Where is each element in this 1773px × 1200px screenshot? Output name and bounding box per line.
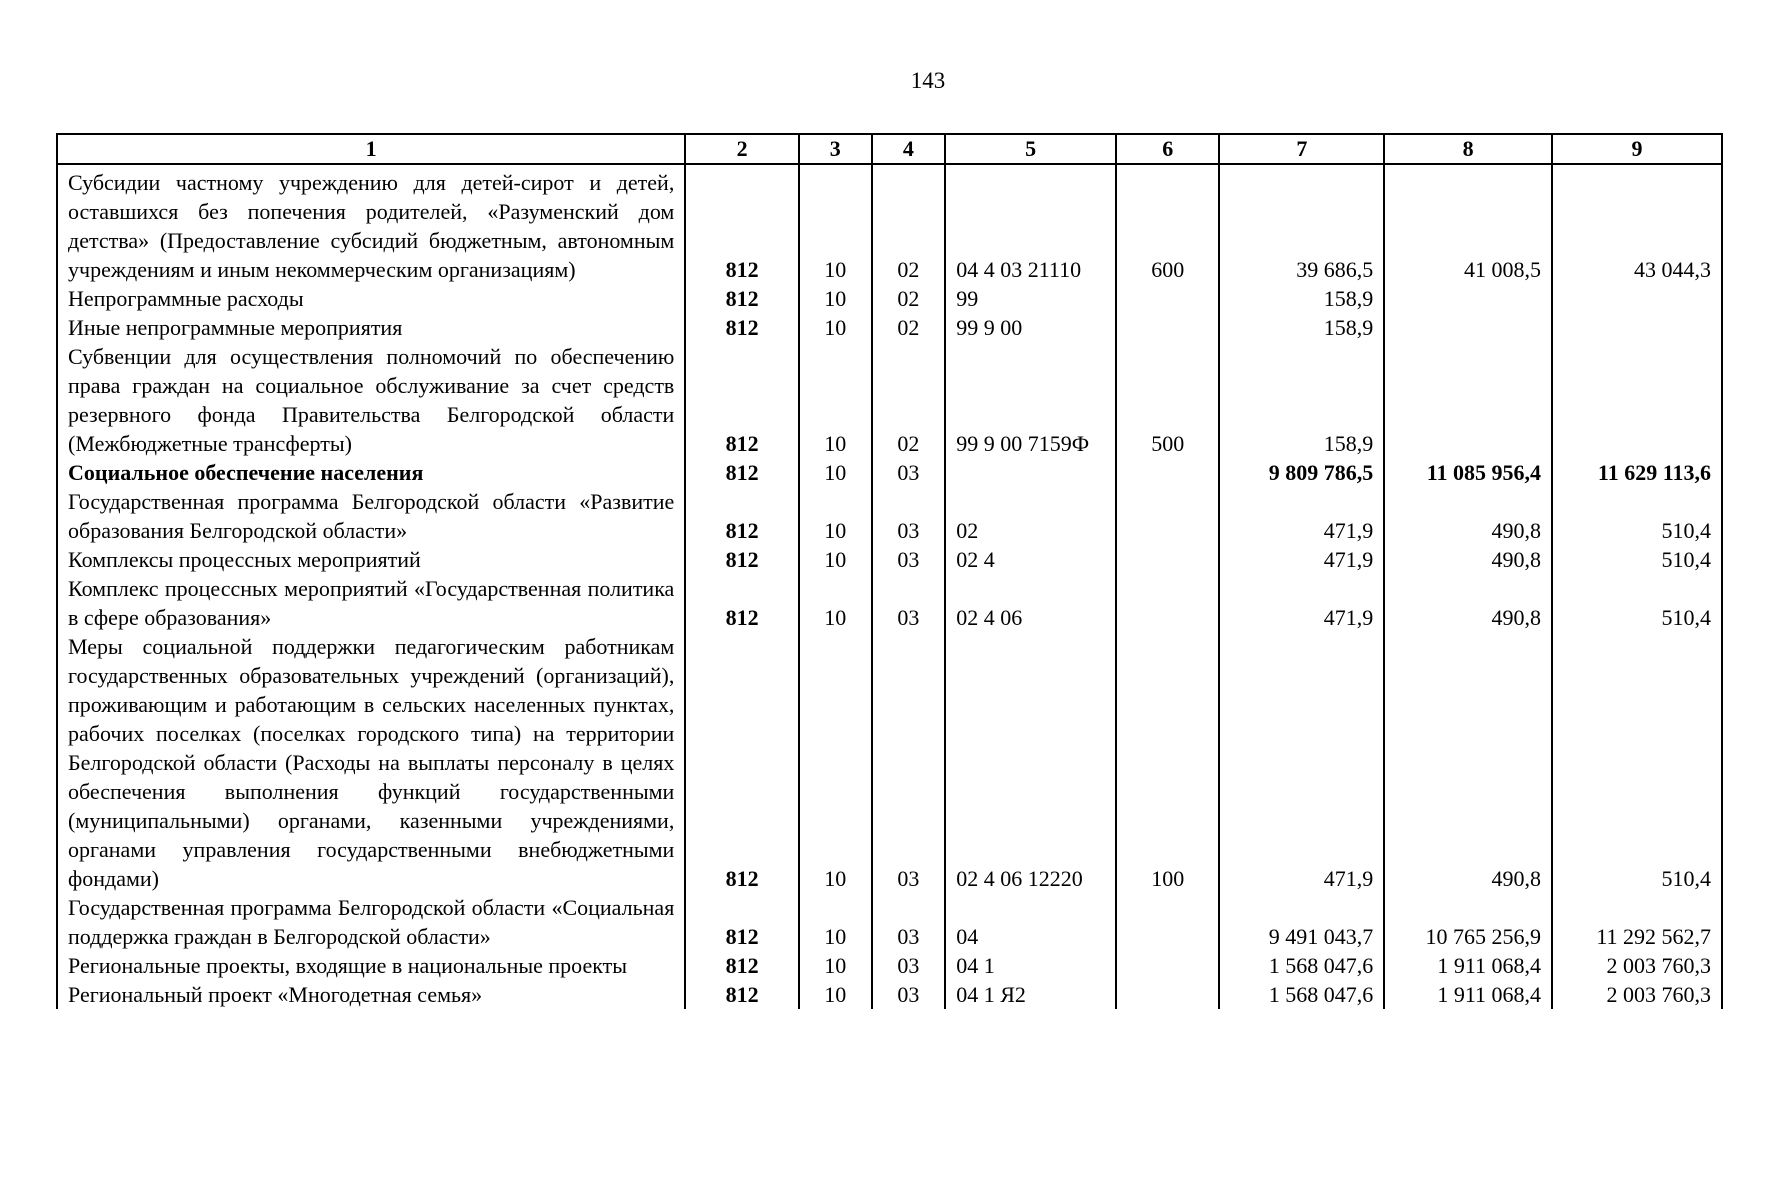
cell-amount-col8: [1384, 342, 1552, 458]
row-name: Иные непрограммные мероприятия: [57, 313, 685, 342]
cell-amount-col7: 39 686,5: [1219, 164, 1384, 284]
cell-amount-col9: 510,4: [1552, 574, 1722, 632]
cell-target-article: 02: [945, 487, 1116, 545]
cell-expense-type: [1116, 458, 1219, 487]
cell-expense-type: [1116, 893, 1219, 951]
table-row: [57, 893, 1722, 951]
cell-subsection: 03: [872, 545, 946, 574]
cell-amount-col7: 9 809 786,5: [1219, 458, 1384, 487]
cell-section: 10: [799, 574, 872, 632]
row-name: Комплекс процессных мероприятий «Государственная политика в сфере образования»: [57, 574, 685, 632]
cell-amount-col9: [1552, 284, 1722, 313]
cell-amount-col9: [1552, 313, 1722, 342]
cell-expense-type: [1116, 574, 1219, 632]
cell-amount-col8: 10 765 256,9: [1384, 893, 1552, 951]
cell-ministry-code: 812: [685, 342, 799, 458]
cell-section: 10: [799, 458, 872, 487]
cell-subsection: 03: [872, 458, 946, 487]
cell-section: 10: [799, 487, 872, 545]
cell-amount-col8: 11 085 956,4: [1384, 458, 1552, 487]
cell-amount-col9: 11 629 113,6: [1552, 458, 1722, 487]
cell-target-article: 99 9 00: [945, 313, 1116, 342]
cell-amount-col7: 471,9: [1219, 574, 1384, 632]
cell-amount-col8: 1 911 068,4: [1384, 980, 1552, 1009]
row-name: Субсидии частному учреждению для детей-сирот и детей, оставшихся без попечения родителей, «Разуменский дом детства» (Предоставление субсидий бюджетным, автономным учреждениям и иным некоммерческим организациям): [57, 164, 685, 284]
cell-amount-col9: [1552, 342, 1722, 458]
cell-target-article: 99 9 00 7159Ф: [945, 342, 1116, 458]
cell-section: 10: [799, 284, 872, 313]
cell-amount-col7: 471,9: [1219, 632, 1384, 893]
column-header-9: 9: [1552, 134, 1722, 164]
cell-subsection: 02: [872, 164, 946, 284]
cell-amount-col7: 471,9: [1219, 487, 1384, 545]
cell-subsection: 03: [872, 574, 946, 632]
cell-expense-type: [1116, 487, 1219, 545]
cell-amount-col8: 490,8: [1384, 632, 1552, 893]
table-body: [57, 164, 1722, 1009]
row-name: Меры социальной поддержки педагогическим работникам государственных образовательных учреждений (организаций), проживающим и работающим в сельских населенных пунктах, рабочих поселках (поселках городского типа) на территории Белгородской области (Расходы на выплаты персоналу в целях обеспечения выполнения функций государственными (муниципальными) органами, казенными учреждениями, органами управления государственными внебюджетными фондами): [57, 632, 685, 893]
cell-amount-col7: 471,9: [1219, 545, 1384, 574]
cell-ministry-code: 812: [685, 164, 799, 284]
table-row: [57, 574, 1722, 632]
cell-ministry-code: 812: [685, 487, 799, 545]
row-name: Социальное обеспечение населения: [57, 458, 685, 487]
cell-amount-col9: 510,4: [1552, 545, 1722, 574]
cell-ministry-code: 812: [685, 313, 799, 342]
row-name: Региональные проекты, входящие в национальные проекты: [57, 951, 685, 980]
table-row: [57, 545, 1722, 574]
cell-amount-col7: 158,9: [1219, 284, 1384, 313]
cell-amount-col8: 41 008,5: [1384, 164, 1552, 284]
cell-target-article: 02 4: [945, 545, 1116, 574]
cell-expense-type: [1116, 313, 1219, 342]
cell-subsection: 02: [872, 342, 946, 458]
cell-amount-col8: [1384, 284, 1552, 313]
row-name: Государственная программа Белгородской области «Социальная поддержка граждан в Белгородской области»: [57, 893, 685, 951]
cell-amount-col8: 490,8: [1384, 487, 1552, 545]
cell-target-article: 02 4 06 12220: [945, 632, 1116, 893]
row-name: Комплексы процессных мероприятий: [57, 545, 685, 574]
cell-amount-col9: 2 003 760,3: [1552, 951, 1722, 980]
cell-target-article: [945, 458, 1116, 487]
cell-expense-type: 500: [1116, 342, 1219, 458]
cell-section: 10: [799, 893, 872, 951]
column-header-8: 8: [1384, 134, 1552, 164]
page-number: 143: [910, 68, 946, 93]
cell-expense-type: [1116, 284, 1219, 313]
table-header: [57, 134, 1722, 164]
cell-amount-col8: 490,8: [1384, 574, 1552, 632]
column-header-6: 6: [1116, 134, 1219, 164]
column-header-3: 3: [799, 134, 872, 164]
column-header-7: 7: [1219, 134, 1384, 164]
cell-section: 10: [799, 632, 872, 893]
cell-expense-type: [1116, 545, 1219, 574]
row-name: Субвенции для осуществления полномочий по обеспечению права граждан на социальное обслуживание за счет средств резервного фонда Правительства Белгородской области (Межбюджетные трансферты): [57, 342, 685, 458]
cell-amount-col7: 158,9: [1219, 313, 1384, 342]
cell-subsection: 03: [872, 951, 946, 980]
cell-target-article: 99: [945, 284, 1116, 313]
column-header-4: 4: [872, 134, 946, 164]
cell-ministry-code: 812: [685, 632, 799, 893]
cell-amount-col8: 1 911 068,4: [1384, 951, 1552, 980]
cell-section: 10: [799, 951, 872, 980]
table-row: [57, 951, 1722, 980]
column-header-2: 2: [685, 134, 799, 164]
cell-amount-col7: 9 491 043,7: [1219, 893, 1384, 951]
cell-amount-col7: 1 568 047,6: [1219, 951, 1384, 980]
cell-ministry-code: 812: [685, 545, 799, 574]
cell-subsection: 03: [872, 487, 946, 545]
cell-amount-col7: 1 568 047,6: [1219, 980, 1384, 1009]
cell-subsection: 03: [872, 893, 946, 951]
column-header-1: 1: [57, 134, 685, 164]
table-row: [57, 342, 1722, 458]
cell-ministry-code: 812: [685, 951, 799, 980]
table-row: [57, 313, 1722, 342]
row-name: Непрограммные расходы: [57, 284, 685, 313]
cell-subsection: 02: [872, 313, 946, 342]
cell-section: 10: [799, 545, 872, 574]
cell-target-article: 02 4 06: [945, 574, 1116, 632]
table-row: [57, 458, 1722, 487]
table-row: [57, 980, 1722, 1009]
budget-table: [56, 133, 1723, 1009]
cell-amount-col8: [1384, 313, 1552, 342]
cell-expense-type: [1116, 980, 1219, 1009]
cell-target-article: 04: [945, 893, 1116, 951]
cell-subsection: 02: [872, 284, 946, 313]
row-name: Региональный проект «Многодетная семья»: [57, 980, 685, 1009]
cell-expense-type: [1116, 951, 1219, 980]
cell-amount-col9: 11 292 562,7: [1552, 893, 1722, 951]
cell-amount-col9: 510,4: [1552, 487, 1722, 545]
cell-expense-type: 100: [1116, 632, 1219, 893]
cell-target-article: 04 1 Я2: [945, 980, 1116, 1009]
cell-amount-col8: 490,8: [1384, 545, 1552, 574]
cell-section: 10: [799, 164, 872, 284]
table-row: [57, 284, 1722, 313]
cell-amount-col7: 158,9: [1219, 342, 1384, 458]
table-row: [57, 632, 1722, 893]
cell-section: 10: [799, 313, 872, 342]
cell-ministry-code: 812: [685, 980, 799, 1009]
table-row: [57, 487, 1722, 545]
cell-subsection: 03: [872, 632, 946, 893]
cell-target-article: 04 1: [945, 951, 1116, 980]
cell-ministry-code: 812: [685, 893, 799, 951]
cell-ministry-code: 812: [685, 284, 799, 313]
table-row: [57, 164, 1722, 284]
cell-target-article: 04 4 03 21110: [945, 164, 1116, 284]
cell-ministry-code: 812: [685, 458, 799, 487]
cell-section: 10: [799, 980, 872, 1009]
cell-amount-col9: 510,4: [1552, 632, 1722, 893]
cell-ministry-code: 812: [685, 574, 799, 632]
cell-amount-col9: 2 003 760,3: [1552, 980, 1722, 1009]
column-header-5: 5: [945, 134, 1116, 164]
cell-section: 10: [799, 342, 872, 458]
cell-subsection: 03: [872, 980, 946, 1009]
cell-amount-col9: 43 044,3: [1552, 164, 1722, 284]
header-row: [57, 134, 1722, 164]
row-name: Государственная программа Белгородской области «Развитие образования Белгородской области»: [57, 487, 685, 545]
cell-expense-type: 600: [1116, 164, 1219, 284]
